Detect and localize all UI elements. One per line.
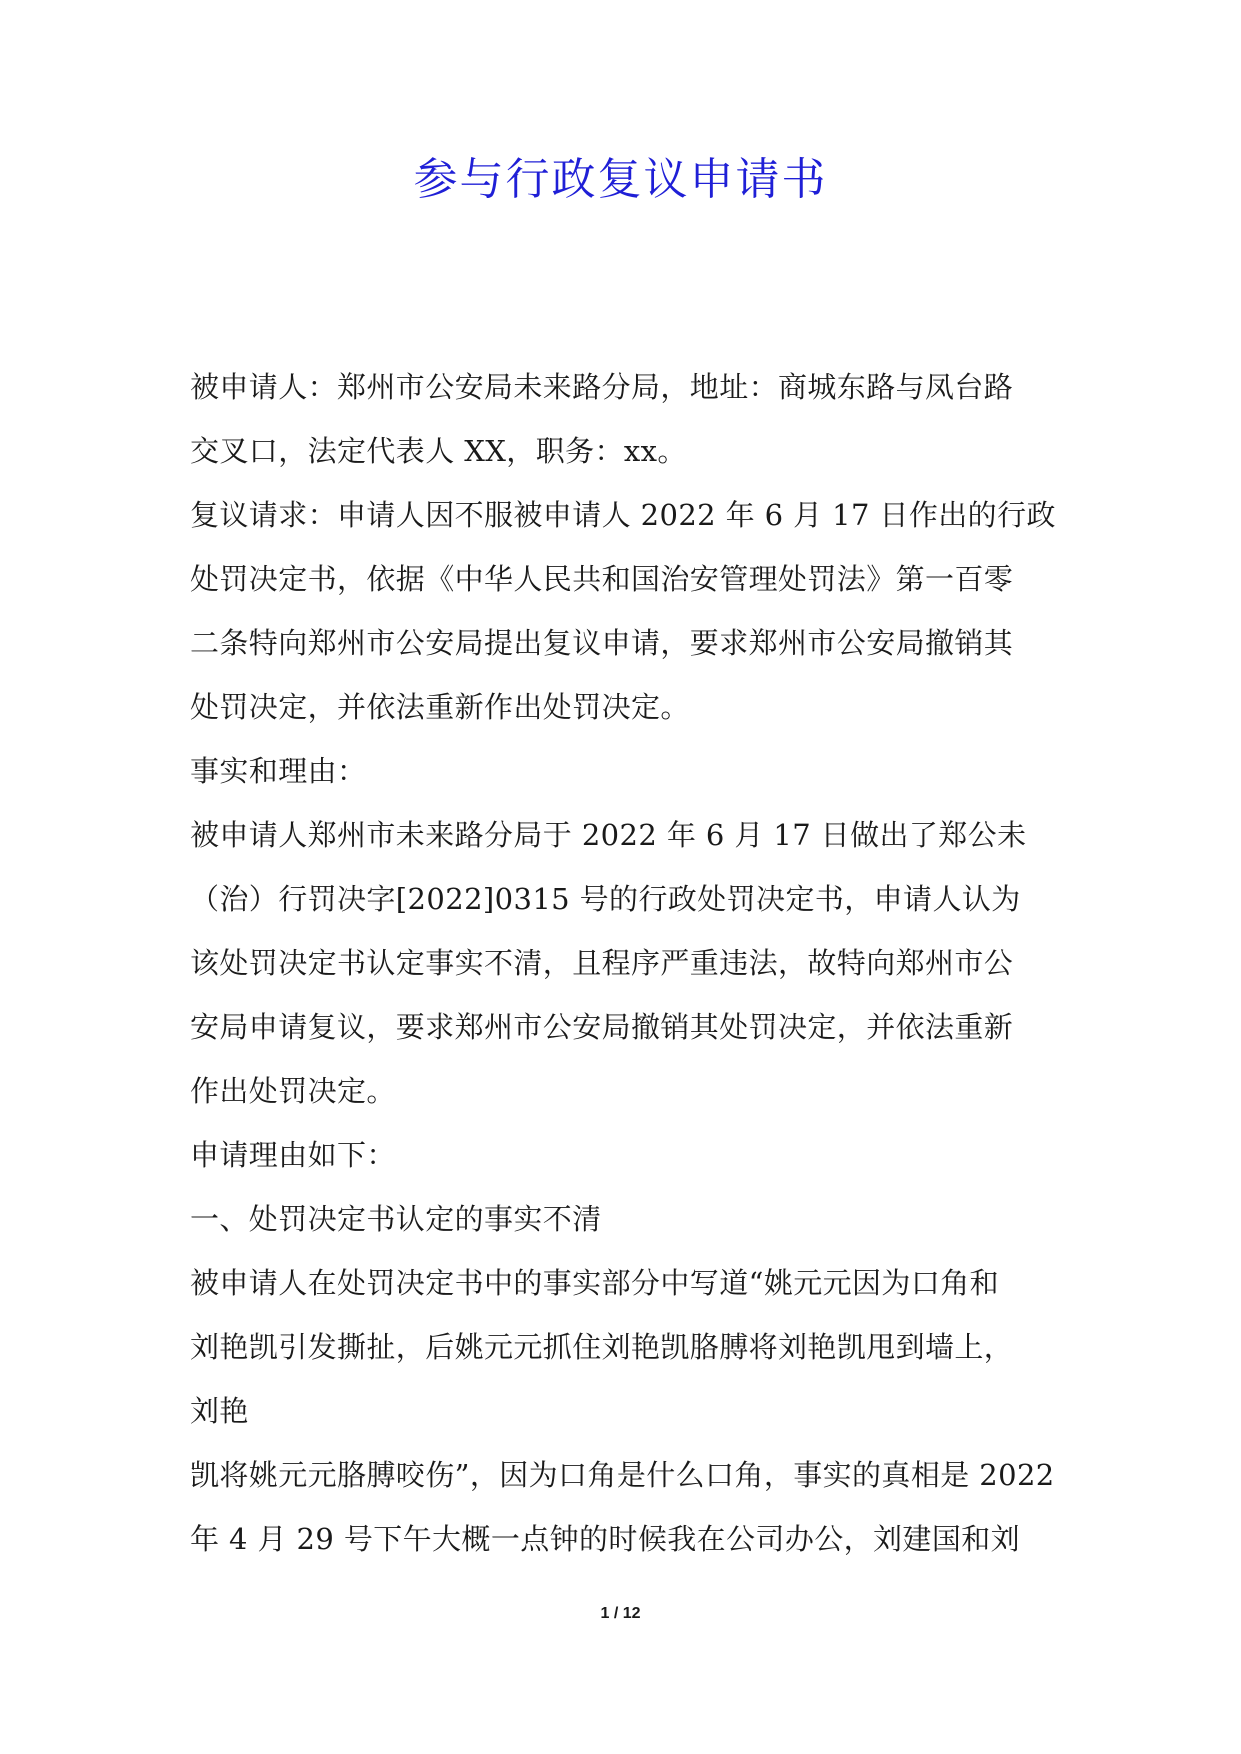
body-line: 二条特向郑州市公安局提出复议申请，要求郑州市公安局撤销其 xyxy=(190,626,1014,660)
body-line: 交叉口，法定代表人 XX，职务：xx。 xyxy=(190,434,687,468)
body-line: （治）行罚决字[2022]0315 号的行政处罚决定书，申请人认为 xyxy=(190,882,1021,916)
body-line: 处罚决定书，依据《中华人民共和国治安管理处罚法》第一百零 xyxy=(190,562,1014,596)
body-line: 该处罚决定书认定事实不清，且程序严重违法，故特向郑州市公 xyxy=(190,946,1014,980)
body-line: 被申请人在处罚决定书中的事实部分中写道“姚元元因为口角和 xyxy=(190,1266,1000,1300)
subsection-heading: 一、处罚决定书认定的事实不清 xyxy=(190,1202,602,1236)
body-line: 刘艳凯引发撕扯，后姚元元抓住刘艳凯胳膊将刘艳凯甩到墙上， xyxy=(190,1330,1014,1364)
body-line: 刘艳 xyxy=(190,1394,249,1428)
body-line: 凯将姚元元胳膊咬伤”，因为口角是什么口角，事实的真相是 2022 xyxy=(190,1458,1055,1492)
body-line: 年 4 月 29 号下午大概一点钟的时候我在公司办公，刘建国和刘 xyxy=(190,1522,1021,1556)
document-body xyxy=(190,355,1060,1571)
body-line: 被申请人郑州市未来路分局于 2022 年 6 月 17 日做出了郑公未 xyxy=(190,818,1027,852)
section-heading: 申请理由如下： xyxy=(190,1138,396,1172)
section-heading: 事实和理由： xyxy=(190,754,367,788)
body-line: 安局申请复议，要求郑州市公安局撤销其处罚决定，并依法重新 xyxy=(190,1010,1014,1044)
body-line: 作出处罚决定。 xyxy=(190,1074,396,1108)
page-number: 1 / 12 xyxy=(600,1605,641,1622)
document-title: 参与行政复议申请书 xyxy=(413,154,828,205)
body-line: 复议请求：申请人因不服被申请人 2022 年 6 月 17 日作出的行政 xyxy=(190,498,1056,532)
body-line: 处罚决定，并依法重新作出处罚决定。 xyxy=(190,690,690,724)
body-line: 被申请人：郑州市公安局未来路分局，地址：商城东路与凤台路 xyxy=(190,370,1014,404)
